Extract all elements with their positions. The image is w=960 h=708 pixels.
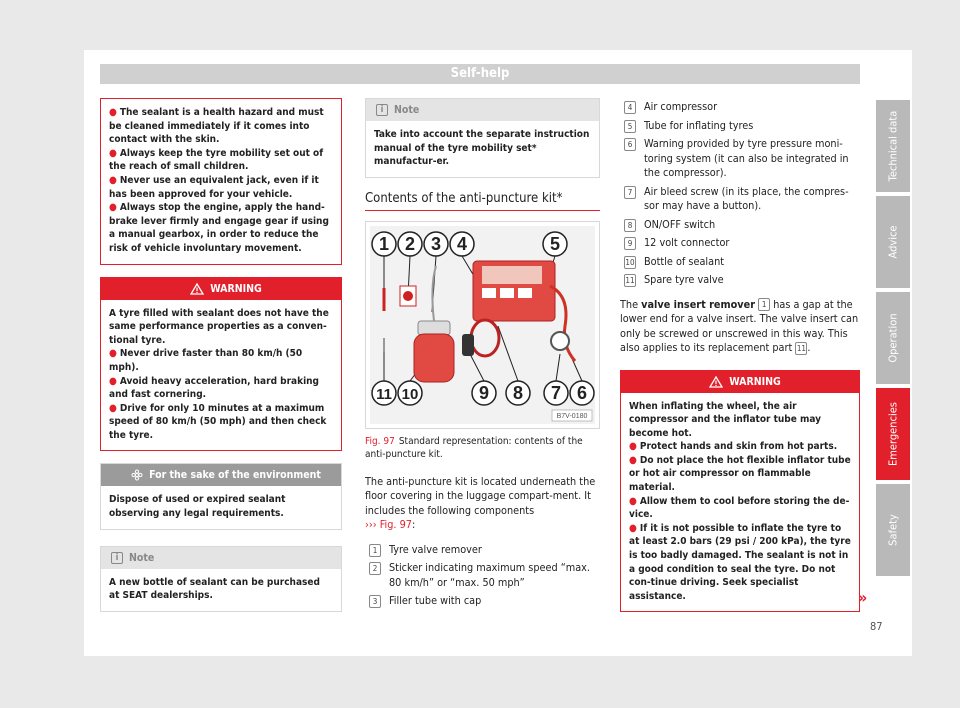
figure-label: 11 [376,385,392,403]
figure-label: 6 [576,382,588,403]
bullet-item: ● Never drive faster than 80 km/h (50 mph). [109,348,303,373]
bullet-icon: ● [109,202,117,214]
note-header: i Note [101,547,341,569]
number-badge: 11 [796,343,806,353]
tab-emergencies[interactable]: Emergencies [876,388,910,480]
page-header: Self-help [100,64,860,84]
number-badge: 10 [625,257,635,267]
list-item: 1 Tyre valve remover [383,543,600,558]
list-item: 7 Air bleed screw (in its place, the compres-sor may have a button). [638,185,860,214]
note-box [365,98,600,178]
bullet-icon: ● [109,375,117,387]
bullet-item: ● Protect hands and skin from hot parts. [629,441,838,453]
list-item: 9 12 volt connector [638,236,860,251]
bullet-item: ● Avoid heavy acceleration, hard braking and fast cornering. [109,375,319,401]
bullet-icon: ● [109,402,117,414]
figure-label: 8 [512,382,524,403]
figure-label: 10 [401,385,419,403]
info-icon: i [376,104,388,116]
column-right [620,98,860,624]
number-badge: 4 [624,101,636,114]
warning-header: WARNING [101,278,341,300]
bullet-item: ● Drive for only 10 minutes at a maximum speed of 80 km/h (50 mph) and then check the tyre. [109,402,327,441]
figure-label: 5 [549,233,561,254]
column-left [100,98,342,624]
number-badge: 1 [758,298,770,311]
list-item: 4 Air compressor [638,100,860,115]
figure-label: 2 [404,233,416,254]
environment-body: Dispose of used or expired sealant observing any legal requirements. [109,494,286,520]
bullet-item: ● Always keep the tyre mobility set out of the reach of small children. [109,147,324,173]
bullet-icon: ● [109,107,117,118]
number-badge: 9 [624,237,636,250]
number-badge: 2 [369,562,381,575]
bullet-item: ● Allow them to cool before storing the de-vice. [629,495,850,521]
bullet-item: ● Do not place the hot flexible inflator tube or hot air compressor on flammable material. [629,454,851,494]
list-item: 3 Filler tube with cap [383,594,600,609]
bullet-icon: ● [109,348,117,360]
bullet-item: ● If it is not possible to inflate the tyre to at least 2.0 bars (29 psi / 200 kPa), the tyre is too badly damaged. The sealant is not in a good condition to seal the tyre. Do not con-tinue driving. Seek specialist assistance. [629,522,851,602]
number-badge: 8 [624,219,636,232]
figure-reference-link[interactable]: ››› Fig. 97 [365,518,412,532]
bullet-icon: ● [109,174,117,186]
number-badge: 1 [369,544,381,557]
number-badge: 3 [369,595,381,608]
note-box [100,546,342,612]
continue-arrow-icon: » [858,588,868,607]
bullet-icon: ● [629,495,637,507]
number-badge: 5 [624,120,636,133]
figure-label: 1 [378,233,390,254]
bullet-item: ● The sealant is a health hazard and must be cleaned immediately if it comes into contact with the skin. [109,107,324,146]
list-item: 6 Warning provided by tyre pressure moni-toring system (it can also be integrated in the compressor). [638,137,860,181]
note-body: A new bottle of sealant can be purchased at SEAT dealerships. [109,576,320,602]
components-list [365,543,600,609]
note-header: i Note [366,99,599,121]
warning-body: When inflating the wheel, the air compressor and the inflator tube may become hot. ● Protect hands and skin from hot parts. ● Do not place the hot flexible inflator tube or hot air compressor on flammable material. ● Allow them to cool before storing the de-vice. ● If it is not possible to inflate the tyre to at least 2.0 bars (29 psi / 200 kPa), the tyre is too badly damaged. The sealant is not in a good condition to seal the tyre. Do not con-tinue driving. Seek specialist assistance. [629,400,851,602]
valve-remover-paragraph: The valve insert remover 1 has a gap at the lower end for a valve insert. The valve insert can only be screwed or unscrewed in this way. This also applies to its replacement part 11. [620,297,859,354]
paragraph: The anti-puncture kit is located underneath the floor covering in the luggage compart-ment. It includes the following components ››› Fig. 97: [365,474,596,532]
bullet-icon: ● [109,147,117,159]
figure-97 [365,221,600,429]
list-item: 11 Spare tyre valve [625,273,724,286]
figure-code: B7V-0180 [556,412,588,420]
tab-technical-data[interactable]: Technical data [876,100,910,192]
list-item: 2 Sticker indicating maximum speed “max. 80 km/h” or “max. 50 mph” [383,561,600,590]
bullet-item: ● Always stop the engine, apply the hand-brake lever firmly and engage gear if using a manual gearbox, in order to reduce the risk of vehicle involuntary movement. [109,202,329,254]
figure-label: 3 [430,233,442,254]
figure-label: 7 [550,382,562,403]
number-badge: 7 [624,186,636,199]
number-badge: 6 [624,138,636,151]
warning-box [100,277,342,452]
warning-triangle-icon [190,283,204,295]
bullet-item: ● Never use an equivalent jack, even if it has been approved for your vehicle. [109,174,319,200]
bullet-icon: ● [629,454,637,466]
warning-triangle-icon [709,376,723,388]
list-item: 10 Bottle of sealant [625,254,725,268]
tab-safety[interactable]: Safety [876,484,910,576]
tab-advice[interactable]: Advice [876,196,910,288]
tab-operation[interactable]: Operation [876,292,910,384]
flower-icon [131,469,143,481]
note-body: Take into account the separate instruction manual of the tyre mobility set* manufactur-er. [374,129,590,168]
number-badge: 11 [625,276,635,285]
figure-caption: Fig. 97 Standard representation: contents of the anti-puncture kit. [365,435,583,460]
warning-continued-body [101,99,341,264]
bullet-icon: ● [629,441,637,453]
figure-label: 4 [456,233,468,254]
warning-body: A tyre filled with sealant does not have the same performance properties as a conven-tional tyre. ● Never drive faster than 80 km/h (50 mph). ● Avoid heavy acceleration, hard braking and fast cornering. ● Drive for only 10 minutes at a maximum speed of 80 km/h (50 mph) and then check the tyre. [101,300,341,451]
page-number: 87 [870,620,883,633]
warning-header: WARNING [621,371,859,393]
section-tabs [876,100,910,580]
list-item: 8 ON/OFF switch [638,218,860,233]
environment-box [100,463,342,529]
info-icon: i [111,552,123,564]
environment-header: For the sake of the environment [101,464,341,486]
column-middle [365,98,600,613]
components-list-continued [620,100,860,288]
bullet-icon: ● [629,522,637,534]
warning-box [620,370,860,613]
figure-label: 9 [478,382,490,403]
section-title: Contents of the anti-puncture kit* [365,192,600,211]
anti-puncture-kit-illustration [370,226,595,424]
list-item: 5 Tube for inflating tyres [638,119,860,134]
safety-warning-continued-box [100,98,342,265]
